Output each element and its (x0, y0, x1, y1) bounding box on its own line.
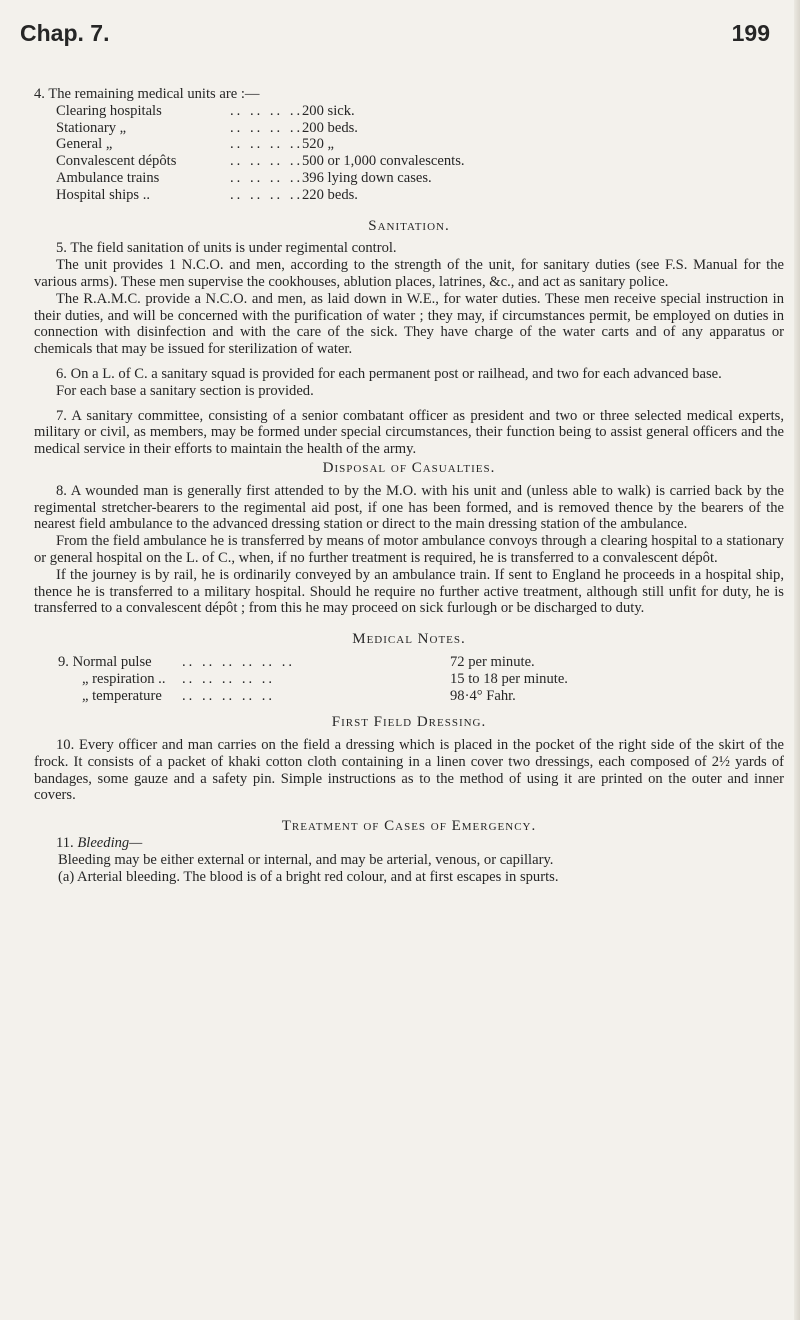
note-value: 72 per minute. (450, 653, 535, 670)
medical-notes-table (34, 654, 784, 704)
note-value: 15 to 18 per minute. (450, 670, 568, 687)
unit-capacity: 520 „ (302, 136, 335, 153)
units-intro: 4. The remaining medical units are :— (34, 86, 260, 102)
leader-dots: .. .. .. .. (230, 102, 304, 119)
paragraph-11-heading (34, 835, 784, 852)
page-body (34, 86, 784, 885)
unit-capacity: 200 sick. (302, 102, 355, 119)
unit-label: Stationary „ (56, 119, 127, 136)
paragraph-7: 7. A sanitary committee, consisting of a senior combatant officer as president and two or three selected medical experts, military or civil, as members, may be formed under special circumstances, their function being to assist general officers and the medical service in their efforts to maintain the health of the army. (34, 407, 784, 458)
paragraph-5: 5. The field sanitation of units is under regimental control. (56, 240, 397, 257)
emergency-heading: Treatment of Cases of Emergency. (281, 818, 537, 835)
units-row (34, 170, 784, 187)
paragraph-5b: The R.A.M.C. provide a N.C.O. and men, as laid down in W.E., for water duties. These men receive special instruction in their duties, and will be concerned with the purification of water ; they may, if circumstances permit, be employed on duties in connection with disinfection and with the care of the sick. They have charge of the water carts and of any apparatus or chemicals that may be issued for sterilization of water. (34, 290, 784, 358)
medical-note-row (34, 654, 784, 671)
page-number: 199 (731, 20, 770, 46)
unit-capacity: 220 beds. (302, 186, 358, 203)
note-label: „ respiration .. (82, 670, 166, 687)
paragraph-6a: For each base a sanitary section is provided. (56, 382, 314, 399)
unit-label: Ambulance trains (56, 169, 160, 186)
leader-dots: .. .. .. .. (230, 119, 304, 136)
unit-capacity: 200 beds. (302, 119, 358, 136)
units-section (34, 86, 784, 204)
note-label: „ temperature (82, 687, 162, 704)
medical-note-row (34, 688, 784, 705)
paragraph-8b: If the journey is by rail, he is ordinarily conveyed by an ambulance train. If sent to England he proceeds in a hospital ship, thence he is transferred to a military hospital. Should he require no further active treatment, although still unfit for duty, he is transferred to a convalescent dépôt ; from this he may proceed on sick furlough or be discharged to duty. (34, 566, 784, 617)
first-dressing-heading: First Field Dressing. (331, 714, 487, 731)
leader-dots: .. .. .. .. .. (182, 687, 276, 704)
leader-dots: .. .. .. .. (230, 153, 304, 170)
note-label: 9. Normal pulse (58, 653, 152, 670)
paragraph-11: Bleeding may be either external or internal, and may be arterial, venous, or capillary. (58, 851, 554, 868)
unit-capacity: 396 lying down cases. (302, 169, 432, 186)
paragraph-11-number: 11. (56, 835, 74, 852)
paragraph-5a: The unit provides 1 N.C.O. and men, according to the strength of the unit, for sanitary duties (see F.S. Manual for the various arms). These men supervise the cookhouses, ablution places, latrines, &c., and act as sanitary police. (34, 257, 784, 290)
paragraph-6: 6. On a L. of C. a sanitary squad is provided for each permanent post or railhead, and two for each advanced base. (56, 365, 722, 382)
paragraph-10: 10. Every officer and man carries on the field a dressing which is placed in the pocket of the right side of the skirt of the frock. It consists of a packet of khaki cotton cloth containing in a linen cover two dressings, each composed of 2½ yards of bandages, some gauze and a safety pin. Simple instructions as to the method of using it are printed on the outer and inner covers. (34, 737, 784, 804)
units-table (34, 103, 784, 204)
sanitation-heading: Sanitation. (368, 217, 450, 234)
units-row (34, 153, 784, 170)
unit-label: Convalescent dépôts (56, 153, 177, 170)
disposal-heading: Disposal of Casualties. (322, 459, 496, 476)
note-value: 98·4° Fahr. (450, 687, 516, 704)
leader-dots: .. .. .. .. .. (182, 670, 276, 687)
paragraph-11a: (a) Arterial bleeding. The blood is of a bright red colour, and at first escapes in spurts. (58, 868, 559, 885)
units-row (34, 103, 784, 120)
leader-dots: .. .. .. .. (230, 186, 304, 203)
unit-label: Hospital ships .. (56, 186, 151, 203)
page-header (20, 20, 770, 56)
page-edge (794, 0, 800, 1320)
unit-label: General „ (56, 136, 113, 153)
units-row (34, 187, 784, 204)
leader-dots: .. .. .. .. .. .. (182, 653, 296, 670)
chapter-label: Chap. 7. (20, 20, 110, 46)
bleeding-title: Bleeding— (77, 835, 143, 852)
paragraph-8: 8. A wounded man is generally first attended to by the M.O. with his unit and (unless able to walk) is carried back by the regimental stretcher-bearers to the regimental aid post, if one has been formed, and is removed thence by the bearers of the nearest field ambulance to the advanced dressing station or direct to the main dressing station of the ambulance. (34, 482, 784, 533)
unit-capacity: 500 or 1,000 convalescents. (302, 153, 465, 170)
paragraph-8a: From the field ambulance he is transferred by means of motor ambulance convoys through a clearing hospital to a stationary or general hospital on the L. of C., when, if no further treatment is required, he is transferred to a convalescent dépôt. (34, 533, 784, 566)
medical-notes-heading: Medical Notes. (352, 631, 466, 648)
leader-dots: .. .. .. .. (230, 136, 304, 153)
unit-label: Clearing hospitals (56, 102, 162, 119)
units-row (34, 136, 784, 153)
medical-note-row (34, 671, 784, 688)
leader-dots: .. .. .. .. (230, 169, 304, 186)
units-row (34, 120, 784, 137)
